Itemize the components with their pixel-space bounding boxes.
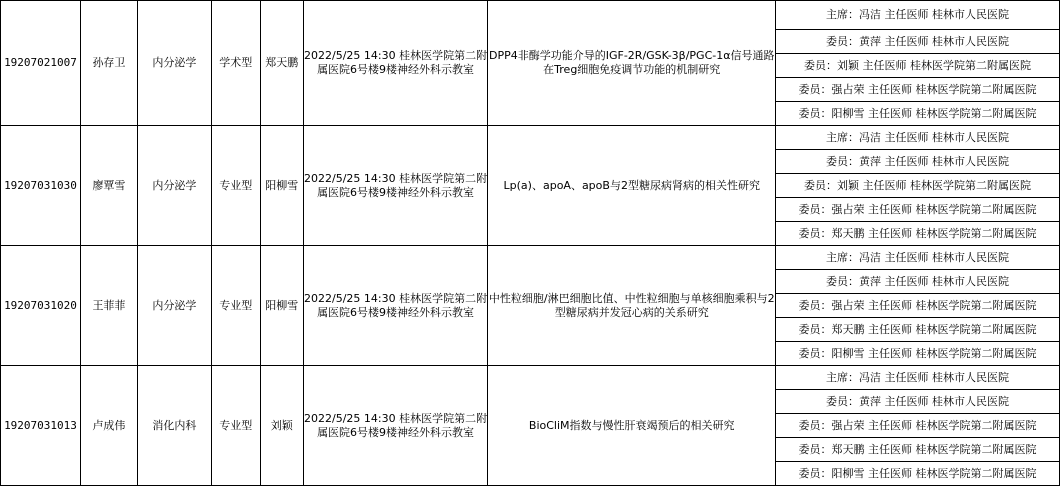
student-id-cell: 19207031020	[1, 246, 81, 366]
committee-chair-cell: 主席：冯洁 主任医师 桂林市人民医院	[776, 366, 1060, 390]
thesis-topic-cell: 中性粒细胞/淋巴细胞比值、中性粒细胞与单核细胞乘积与2型糖尿病并发冠心病的关系研究	[488, 246, 776, 366]
time-venue-cell: 2022/5/25 14:30 桂林医学院第二附属医院6号楼9楼神经外科示教室	[303, 1, 488, 126]
table-row	[1, 1, 1060, 30]
degree-type-cell: 学术型	[211, 1, 260, 126]
advisor-cell: 阳柳雪	[260, 126, 303, 246]
student-id-cell: 19207031030	[1, 126, 81, 246]
committee-member-cell: 委员：黄萍 主任医师 桂林市人民医院	[776, 30, 1060, 54]
student-name-cell: 孙存卫	[80, 1, 137, 126]
time-venue-cell: 2022/5/25 14:30 桂林医学院第二附属医院6号楼9楼神经外科示教室	[303, 126, 488, 246]
student-name-cell: 廖覃雪	[80, 126, 137, 246]
advisor-cell: 阳柳雪	[260, 246, 303, 366]
advisor-cell: 郑天鹏	[260, 1, 303, 126]
department-cell: 内分泌学	[137, 1, 211, 126]
thesis-topic-cell: BioCliM指数与慢性肝衰竭预后的相关研究	[488, 366, 776, 486]
department-cell: 内分泌学	[137, 246, 211, 366]
committee-chair-cell: 主席：冯洁 主任医师 桂林市人民医院	[776, 1, 1060, 30]
committee-member-cell: 委员：黄萍 主任医师 桂林市人民医院	[776, 390, 1060, 414]
committee-chair-cell: 主席：冯洁 主任医师 桂林市人民医院	[776, 246, 1060, 270]
thesis-topic-cell: DPP4非酶学功能介导的IGF-2R/GSK-3β/PGC-1α信号通路在Treg细胞免疫调节功能的机制研究	[488, 1, 776, 126]
committee-member-cell: 委员：刘颖 主任医师 桂林医学院第二附属医院	[776, 174, 1060, 198]
student-name-cell: 王菲菲	[80, 246, 137, 366]
committee-member-cell: 委员：强占荣 主任医师 桂林医学院第二附属医院	[776, 198, 1060, 222]
committee-member-cell: 委员：阳柳雪 主任医师 桂林医学院第二附属医院	[776, 342, 1060, 366]
student-id-cell: 19207031013	[1, 366, 81, 486]
committee-member-cell: 委员：强占荣 主任医师 桂林医学院第二附属医院	[776, 414, 1060, 438]
table-row	[1, 366, 1060, 390]
department-cell: 内分泌学	[137, 126, 211, 246]
advisor-cell: 刘颖	[260, 366, 303, 486]
committee-member-cell: 委员：强占荣 主任医师 桂林医学院第二附属医院	[776, 294, 1060, 318]
committee-member-cell: 委员：郑天鹏 主任医师 桂林医学院第二附属医院	[776, 318, 1060, 342]
table-row	[1, 126, 1060, 150]
student-id-cell: 19207021007	[1, 1, 81, 126]
committee-chair-cell: 主席：冯洁 主任医师 桂林市人民医院	[776, 126, 1060, 150]
committee-member-cell: 委员：阳柳雪 主任医师 桂林医学院第二附属医院	[776, 102, 1060, 126]
student-name-cell: 卢成伟	[80, 366, 137, 486]
committee-member-cell: 委员：郑天鹏 主任医师 桂林医学院第二附属医院	[776, 438, 1060, 462]
committee-member-cell: 委员：黄萍 主任医师 桂林市人民医院	[776, 270, 1060, 294]
department-cell: 消化内科	[137, 366, 211, 486]
committee-member-cell: 委员：刘颖 主任医师 桂林医学院第二附属医院	[776, 54, 1060, 78]
thesis-topic-cell: Lp(a)、apoA、apoB与2型糖尿病肾病的相关性研究	[488, 126, 776, 246]
time-venue-cell: 2022/5/25 14:30 桂林医学院第二附属医院6号楼9楼神经外科示教室	[303, 246, 488, 366]
committee-member-cell: 委员：黄萍 主任医师 桂林市人民医院	[776, 150, 1060, 174]
degree-type-cell: 专业型	[211, 366, 260, 486]
committee-member-cell: 委员：阳柳雪 主任医师 桂林医学院第二附属医院	[776, 462, 1060, 486]
committee-member-cell: 委员：强占荣 主任医师 桂林医学院第二附属医院	[776, 78, 1060, 102]
degree-type-cell: 专业型	[211, 246, 260, 366]
time-venue-cell: 2022/5/25 14:30 桂林医学院第二附属医院6号楼9楼神经外科示教室	[303, 366, 488, 486]
degree-type-cell: 专业型	[211, 126, 260, 246]
committee-member-cell: 委员：郑天鹏 主任医师 桂林医学院第二附属医院	[776, 222, 1060, 246]
table-row	[1, 246, 1060, 270]
